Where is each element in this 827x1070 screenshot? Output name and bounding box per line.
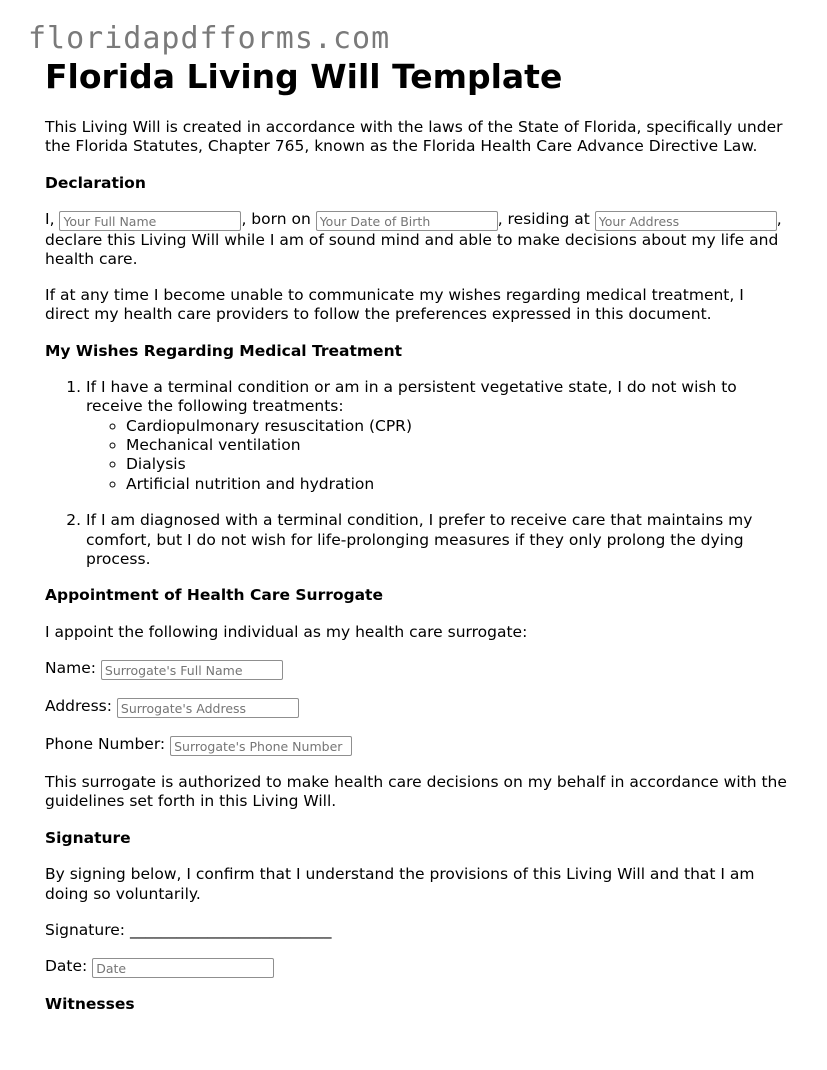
document-body	[45, 58, 790, 1032]
surrogate-authority-paragraph: This surrogate is authorized to make health care decisions on my behalf in accordance with the guidelines set forth in this Living Will.	[45, 773, 787, 811]
signature-label: Signature:	[45, 920, 130, 939]
declaration-text-2: , born on	[241, 210, 316, 229]
surrogate-phone-input[interactable]	[170, 736, 352, 756]
wishes-heading: My Wishes Regarding Medical Treatment	[45, 341, 403, 360]
surrogate-name-label: Name:	[45, 659, 101, 678]
treatment-item: ◦ Mechanical ventilation	[126, 436, 790, 455]
witnesses-heading: Witnesses	[45, 995, 135, 1014]
surrogate-name-row	[45, 659, 790, 680]
declaration-paragraph	[45, 210, 790, 270]
signature-statement: By signing below, I confirm that I understand the provisions of this Living Will and that I am doing so voluntarily.	[45, 865, 755, 903]
wish-item-1	[86, 378, 790, 494]
site-watermark: floridapdfforms.com	[28, 21, 391, 56]
declaration-text-3: , residing at	[497, 210, 595, 229]
surrogate-intro: I appoint the following individual as my health care surrogate:	[45, 622, 528, 641]
surrogate-address-input[interactable]	[117, 698, 299, 718]
date-row	[45, 957, 790, 978]
surrogate-name-input[interactable]	[101, 660, 283, 680]
declaration-heading: Declaration	[45, 173, 146, 192]
wish-item-1-text: If I have a terminal condition or am in a persistent vegetative state, I do not wish to receive the following treatments:	[86, 377, 737, 416]
signature-line: __________________________	[129, 920, 332, 939]
address-input[interactable]	[595, 211, 777, 231]
intro-paragraph: This Living Will is created in accordance with the laws of the State of Florida, specifically under the Florida Statutes, Chapter 765, known as the Florida Health Care Advance Directive Law.	[45, 117, 783, 156]
treatment-item: ◦ Cardiopulmonary resuscitation (CPR)	[126, 417, 790, 436]
wish-item-2: 2. If I am diagnosed with a terminal condition, I prefer to receive care that maintains my comfort, but I do not wish for life-prolonging measures if they only prolong the dying process.	[86, 511, 790, 569]
date-input[interactable]	[92, 958, 274, 978]
surrogate-address-label: Address:	[45, 697, 117, 716]
surrogate-heading: Appointment of Health Care Surrogate	[45, 586, 383, 605]
directive-paragraph: If at any time I become unable to communicate my wishes regarding medical treatment, I direct my health care providers to follow the preferences expressed in this document.	[45, 285, 744, 324]
full-name-input[interactable]	[59, 211, 241, 231]
treatment-item: ◦ Artificial nutrition and hydration	[126, 475, 790, 494]
surrogate-phone-row	[45, 735, 790, 756]
signature-heading: Signature	[45, 828, 131, 847]
page-title: Florida Living Will Template	[45, 57, 563, 96]
date-of-birth-input[interactable]	[316, 211, 498, 231]
surrogate-phone-label: Phone Number:	[45, 735, 171, 754]
declaration-text-1: I,	[45, 210, 60, 229]
surrogate-address-row	[45, 697, 790, 718]
wishes-list	[45, 378, 790, 569]
declaration-text-4: , declare this Living Will while I am of sound mind and able to make decisions about my life and health care.	[45, 210, 782, 269]
treatments-list	[86, 417, 790, 495]
signature-row	[45, 921, 790, 940]
date-label: Date:	[45, 957, 93, 976]
treatment-item: ◦ Dialysis	[126, 455, 790, 474]
